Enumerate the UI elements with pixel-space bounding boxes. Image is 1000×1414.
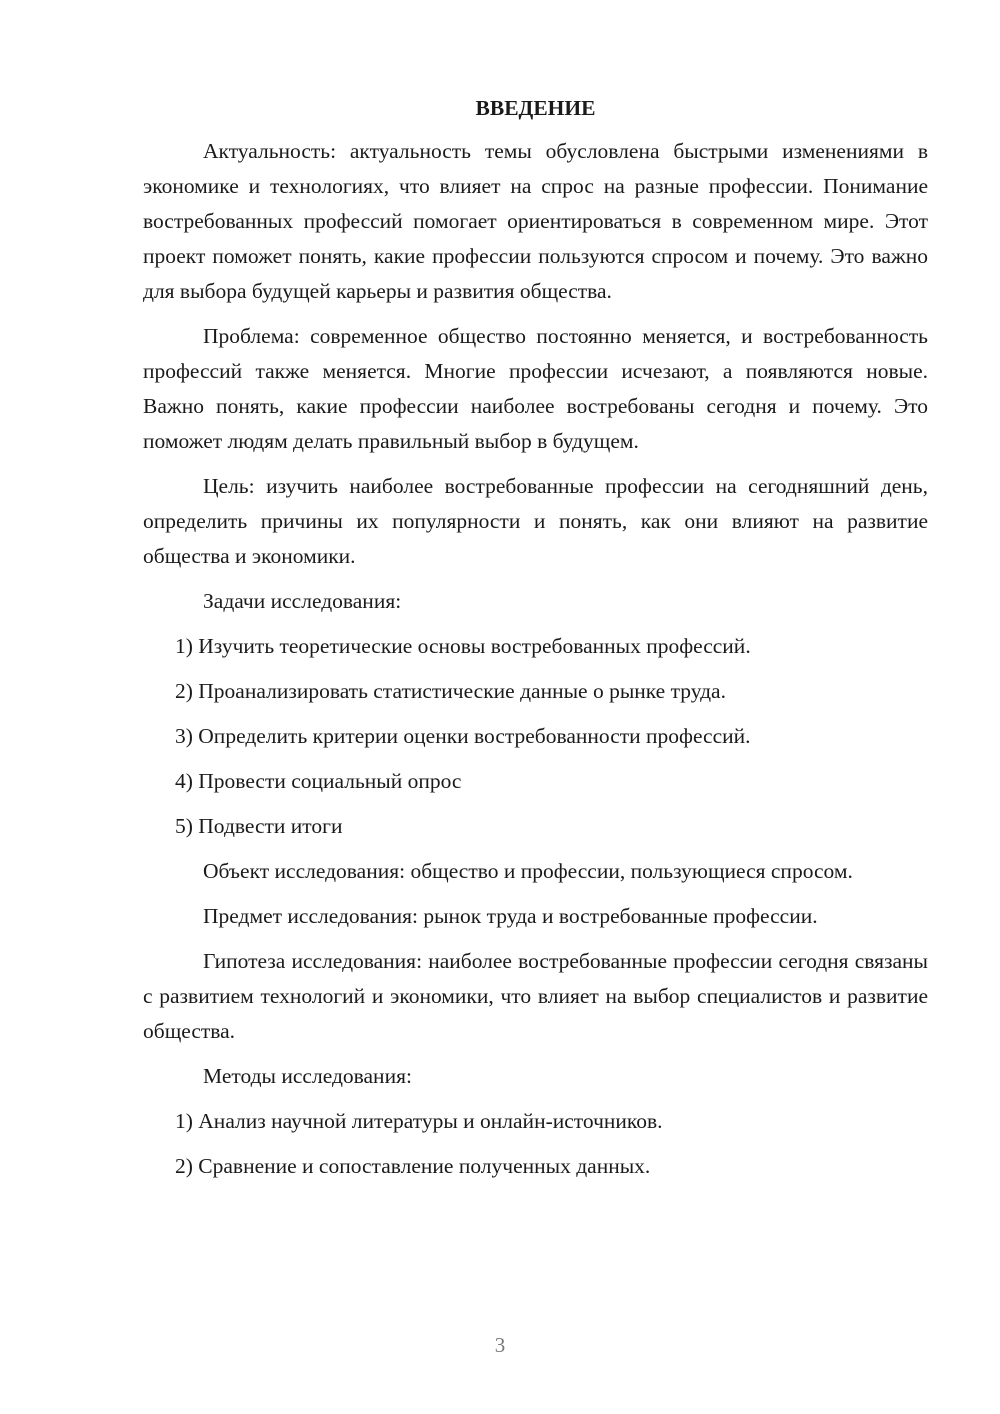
object-paragraph: Объект исследования: общество и профессии, пользующиеся спросом. xyxy=(203,859,853,883)
list-item: 5) Подвести итоги xyxy=(175,814,343,838)
relevance-paragraph: Актуальность: актуальность темы обусловлена быстрыми изменениями в экономике и технологиях, что влияет на спрос на разные профессии. Понимание востребованных профессий помогает ориентироваться в современном мире. Этот проект поможет понять, какие профессии пользуются спросом и почему. Это важно для выбора будущей карьеры и развития общества. xyxy=(143,139,928,303)
list-item: 1) Анализ научной литературы и онлайн-источников. xyxy=(175,1109,663,1133)
list-item: 3) Определить критерии оценки востребованности профессий. xyxy=(175,724,751,748)
goal-paragraph: Цель: изучить наиболее востребованные профессии на сегодняшний день, определить причины их популярности и понять, как они влияют на развитие общества и экономики. xyxy=(143,474,928,568)
problem-paragraph: Проблема: современное общество постоянно меняется, и востребованность профессий также меняется. Многие профессии исчезают, а появляются новые. Важно понять, какие профессии наиболее востребованы сегодня и почему. Это поможет людям делать правильный выбор в будущем. xyxy=(143,324,928,453)
methods-heading: Методы исследования: xyxy=(203,1064,412,1088)
list-item: 2) Сравнение и сопоставление полученных данных. xyxy=(175,1154,651,1178)
list-item: 1) Изучить теоретические основы востребованных профессий. xyxy=(175,634,751,658)
tasks-list xyxy=(143,629,928,844)
page-title: ВВЕДЕНИЕ xyxy=(475,96,596,120)
list-item: 2) Проанализировать статистические данные о рынке труда. xyxy=(175,679,726,703)
subject-paragraph: Предмет исследования: рынок труда и востребованные профессии. xyxy=(203,904,818,928)
page-number: 3 xyxy=(494,1333,506,1357)
list-item: 4) Провести социальный опрос xyxy=(175,769,462,793)
hypothesis-paragraph: Гипотеза исследования: наиболее востребованные профессии сегодня связаны с развитием технологий и экономики, что влияет на выбор специалистов и развитие общества. xyxy=(143,949,928,1043)
tasks-heading: Задачи исследования: xyxy=(203,589,402,613)
document-page xyxy=(143,90,928,1194)
methods-list xyxy=(143,1104,928,1184)
